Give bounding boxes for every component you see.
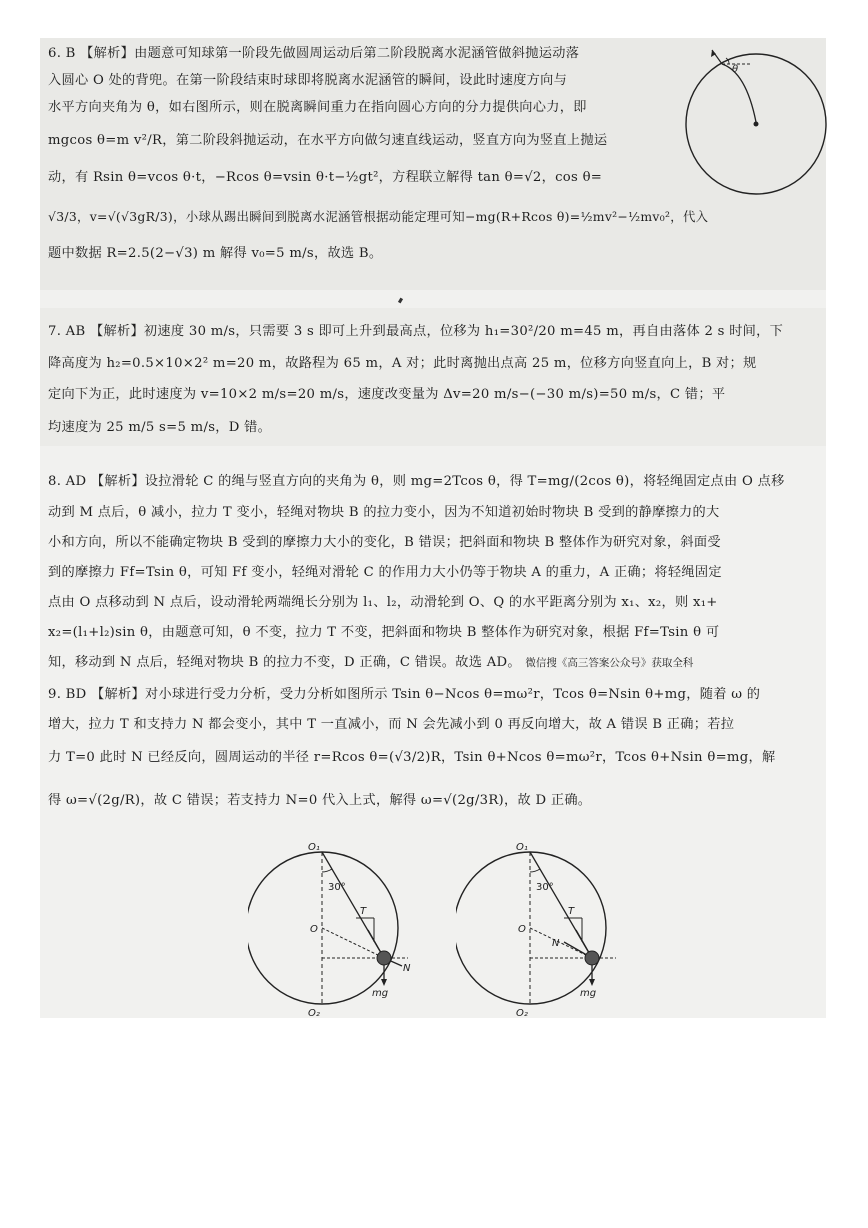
q9-left-figure (248, 838, 428, 1018)
q7-line: 7. AB 【解析】初速度 30 m/s，只需要 3 s 即可上升到最高点，位移为 h₁=30²/20 m=45 m，再自由落体 2 s 时间，下 (48, 324, 784, 339)
q7-line: 定向下为正，此时速度为 v=10×2 m/s=20 m/s，速度改变量为 Δv=20 m/s−(−30 m/s)=50 m/s，C 错；平 (48, 387, 726, 402)
q6-circle-figure (684, 42, 830, 202)
q7-line: 均速度为 25 m/5 s=5 m/s，D 错。 (48, 420, 272, 435)
ball (585, 951, 599, 965)
q7-line: 降高度为 h₂=0.5×10×2² m=20 m，故路程为 65 m，A 对；此时离抛出点高 25 m，位移方向竖直向上，B 对；规 (48, 356, 757, 371)
label-o2: O₂ (516, 1008, 528, 1018)
center-point (754, 122, 759, 127)
q8-line: 小和方向，所以不能确定物块 B 受到的摩擦力大小的变化，B 错误；把斜面和物块 B 整体作为研究对象，斜面受 (48, 535, 721, 550)
q6-line: 动，有 Rsin θ=vcos θ·t，−Rcos θ=vsin θ·t−½gt²，方程联立解得 tan θ=√2，cos θ= (48, 170, 603, 185)
label-o: O (518, 924, 526, 935)
q8-line: 8. AD 【解析】设拉滑轮 C 的绳与竖直方向的夹角为 θ，则 mg=2Tcos θ，得 T=mg/(2cos θ)，将轻绳固定点由 O 点移 (48, 474, 785, 489)
trajectory-curve (722, 64, 756, 122)
angle-arc (530, 869, 540, 872)
question-8 (48, 466, 785, 678)
watermark-text: 微信搜《高三答案公众号》获取全科 (525, 657, 694, 669)
q8-line: 到的摩擦力 Ff=Tsin θ，可知 Ff 变小，轻绳对滑轮 C 的作用力大小仍等于物块 A 的重力，A 正确；将轻绳固定 (48, 565, 722, 580)
label-o1: O₁ (516, 842, 528, 853)
label-gravity: mg (372, 988, 389, 999)
q8-line: 动到 M 点后，θ 减小，拉力 T 变小，轻绳对物块 B 的拉力变小，因为不知道初始时物块 B 受到的静摩擦力的大 (48, 505, 720, 520)
label-angle: 30° (536, 882, 554, 893)
q9-right-figure (456, 838, 636, 1018)
q8-line: 点由 O 点移动到 N 点后，设动滑轮两端绳长分别为 l₁、l₂，动滑轮到 O、Q 的水平距离分别为 x₁、x₂，则 x₁+ (48, 595, 718, 610)
arrow-head-icon (711, 50, 716, 57)
label-o: O (310, 924, 318, 935)
label-normal: N (552, 938, 560, 949)
question-7 (48, 316, 783, 446)
label-tension: T (360, 906, 367, 917)
q6-line: 水平方向夹角为 θ，如右图所示，则在脱离瞬间重力在指向圆心方向的分力提供向心力，即 (48, 100, 587, 115)
theta-label: θ (732, 64, 739, 75)
angle-arc (322, 869, 332, 872)
arrow-head-icon (381, 979, 387, 986)
q8-line: 知，移动到 N 点后，轻绳对物块 B 的拉力不变，D 正确，C 错误。故选 AD。 (48, 655, 521, 670)
label-tension: T (568, 906, 575, 917)
q6-line: 6. B 【解析】由题意可知球第一阶段先做圆周运动后第二阶段脱离水泥涵管做斜抛运动落 (48, 46, 580, 61)
q9-line: 得 ω=√(2g/R)，故 C 错误；若支持力 N=0 代入上式，解得 ω=√(2g/3R)，故 D 正确。 (48, 793, 592, 808)
arrow-head-icon (589, 979, 595, 986)
label-normal: N (403, 963, 411, 974)
q9-line: 9. BD 【解析】对小球进行受力分析，受力分析如图所示 Tsin θ−Ncos θ=mω²r，Tcos θ=Nsin θ+mg，随着 ω 的 (48, 687, 761, 702)
label-o1: O₁ (308, 842, 320, 853)
q6-line: √3/3，v=√(√3gR/3)，小球从踢出瞬间到脱离水泥涵管根据动能定理可知−mg(R+Rcos θ)=½mv²−½mv₀²，代入 (48, 209, 709, 224)
q8-line: x₂=(l₁+l₂)sin θ，由题意可知，θ 不变，拉力 T 不变，把斜面和物块 B 整体作为研究对象，根据 Ff=Tsin θ 可 (48, 625, 720, 640)
label-o2: O₂ (308, 1008, 320, 1018)
q9-line: 力 T=0 此时 N 已经反向，圆周运动的半径 r=Rcos θ=(√3/2)R，Tsin θ+Ncos θ=mω²r，Tcos θ+Nsin θ=mg，解 (48, 750, 776, 765)
question-9 (48, 680, 775, 826)
question-6 (48, 40, 708, 269)
q9-line: 增大，拉力 T 和支持力 N 都会变小，其中 T 一直减小，而 N 会先减小到 0 再反向增大，故 A 错误 B 正确；若拉 (48, 717, 735, 732)
label-angle: 30° (328, 882, 346, 893)
q6-line: 题中数据 R=2.5(2−√3) m 解得 v₀=5 m/s，故选 B。 (48, 246, 383, 261)
ball (377, 951, 391, 965)
q6-line: mgcos θ=m v²/R，第二阶段斜抛运动，在水平方向做匀速直线运动，竖直方向为竖直上抛运 (48, 133, 608, 148)
label-gravity: mg (580, 988, 597, 999)
q6-line: 入圆心 O 处的背兜。在第一阶段结束时球即将脱离水泥涵管的瞬间，设此时速度方向与 (48, 73, 568, 88)
